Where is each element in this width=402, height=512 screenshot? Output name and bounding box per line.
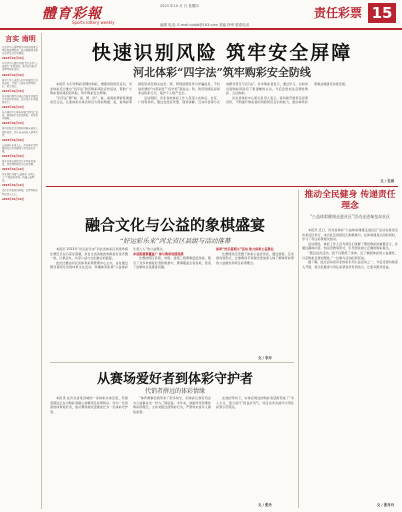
newspaper-logo: 體育彩報 [42, 6, 102, 22]
article-paragraph: 本报讯 在河北省某县城的一家体彩实体店里，代销者薛远正在为购彩者耐心讲解责任彩票知识。作为一名资深的体育爱好者，他从赛场观众逐渐成长为一名体彩守护者。 [50, 396, 128, 414]
article-divider [50, 362, 294, 363]
sidebar-news-text: 与彩票中心组织开展“责任彩票·公益同行”系列活动，着力提升购彩者理性购彩意识。 [2, 62, 38, 72]
news-sidebar [0, 33, 42, 509]
sidebar-news-date: 2023年10月19日 [2, 138, 25, 142]
issue-date: 2023 年10 月 日 星期四 [160, 4, 199, 8]
sidebar-news-text: 公益体彩乐善人人，河北体彩持续推进责任彩票建设工作常态化开展。 [2, 143, 38, 153]
article-paragraph: 本报讯 2023年“好运彩乐来”河北省体彩区县级象棋比赛近日在石家庄落幕，来自全省各地的象棋爱好者齐聚一堂，以棋会友，共享公益与文化融合的盛宴。 [50, 247, 128, 261]
sidebar-news-item [2, 173, 39, 187]
promo-article-body [302, 228, 398, 500]
article-paragraph: “体育赛事给我带来了很多快乐，而体彩让我有机会为公益事业出一份力。”薛远说。多年来，他始终坚持理性购彩的理念，主动劝阻过度购彩行为，严禁向未成年人销售彩票。 [133, 396, 211, 414]
sidebar-news-text: 体彩志愿者走进校园开展未成年人保护宣传，禁止向未成年人销售彩票。 [2, 127, 38, 137]
sidebar-news-date: 2023年10月19日 [2, 57, 25, 61]
fusion-headline: 融合文化与公益的象棋盛宴 [84, 216, 265, 234]
sidebar-news-item [2, 95, 39, 109]
sidebar-news-text: 体彩工作人员深入社区开展责任彩票宣传，引导广大购彩者理性购彩、量力而行。 [2, 78, 38, 88]
fans-article-body [50, 396, 294, 502]
article-subhead: 体彩“快乐星期天”活动 助力体彩公益事业 [216, 247, 274, 251]
logo-subtitle: Sports lottery weekly [72, 20, 115, 25]
section-name: 责任彩票 [313, 6, 362, 20]
sidebar-news-item [2, 160, 39, 171]
sidebar-news-date: 2023年10月19日 [2, 89, 25, 93]
fans-byline: 文 / 张丹 [258, 503, 272, 507]
lead-article-body [50, 82, 396, 177]
sidebar-news-text: 责任彩票宣传进基层，让理性购彩理念深入人心。 [2, 189, 38, 196]
fusion-byline: 文 / 李丹 [258, 356, 272, 360]
sidebar-news-date: 2023年10月19日 [2, 154, 25, 158]
sidebar-news-text: 各市体彩中心同步开展“四字法”宣传，帮助购彩者识别风险、筑牢安全屏障。 [2, 111, 38, 121]
sidebar-title: 言实 南明 [5, 34, 36, 43]
article-paragraph: 河北省体彩中心相关负责人表示，将持续开展责任彩票宣传，不断提升购彩者的风险防范意识和能力，推动体育彩票事业健康可持续发展。 [226, 82, 349, 105]
lead-subheadline: 河北体彩“四字法”筑牢购彩安全防线 [133, 66, 311, 79]
sidebar-news-item [2, 62, 39, 76]
lead-headline: 快速识别风险 筑牢安全屏障 [91, 42, 353, 64]
article-paragraph: 据了解，此次活动是河北体彩系列公益活动之一，今后还将持续深入开展，将全民健身与责任彩票宣传有机结合，让更多群众受益。 [302, 260, 398, 269]
sidebar-news-item [2, 46, 39, 60]
article-paragraph: 活动现场，体彩工作人员为居民们讲解了理性购彩的重要意义，并通过趣味问答、知识竞赛等形式，引导居民树立正确的购彩观念。 [302, 241, 398, 251]
masthead-bar [0, 0, 402, 30]
sidebar-news-date: 2023年10月19日 [2, 168, 25, 172]
sidebar-news-date: 2023年10月19日 [2, 73, 25, 77]
sidebar-news-item [2, 79, 39, 93]
sidebar-news-date: 2023年10月19日 [2, 184, 25, 188]
article-paragraph: 活动期间，河北各地体彩工作人员深入实体店、社区、广场等场所，通过发放宣传册、现场讲解、互动问答等方式向群众普及“四字法”。许多购彩者表示，通过学习，对如何识别购彩风险有了更清晰的认识，今后会更加注意理性购彩、合法购彩。 [138, 82, 308, 105]
column-divider [298, 190, 299, 508]
article-paragraph: 此次比赛由河北省体育彩票管理中心主办，旨在通过群众喜闻乐见的体育文化活动，传播体育彩票“公益体彩 乐善人人”的公益理念。 [50, 247, 166, 270]
article-subhead: 多层级赛事覆盖广 参与购彩热情高涨 [133, 251, 184, 256]
article-paragraph: 比赛按照区县级、市级、省级三级赛制层层选拔，吸引了众多象棋爱好者积极参与，赛事覆盖全省各地，营造了浓厚的全民健身氛围。 [133, 256, 211, 270]
sidebar-news-text: 河北体彩开展“公益体彩 乐善人人”主题宣传活动，传播公益理念。 [2, 173, 36, 183]
sidebar-news-text: 从彩票中心管理层学习先进的发行理念和管理经验，致力构建河北体育彩票责任彩票建设。 [2, 46, 38, 56]
section-divider [46, 186, 398, 187]
sidebar-news-item [2, 111, 39, 125]
article-paragraph: “四字法”即“看、查、辨、防”。看，看清彩票销售渠道是否合法，认准体彩实体店和官方授权渠道；查，查询彩票销售资质及相关信息；辨，辨别虚假宣传与诈骗信息，不轻信所谓的“内部消息”“包中奖”等说法；防，防范网络私彩和非法售彩行为，保护个人财产安全。 [50, 82, 220, 105]
sidebar-news-item [2, 189, 39, 200]
sidebar-list [2, 46, 39, 201]
lead-byline: 文 / 孔雨 [380, 179, 394, 183]
sidebar-news-text: 河北体彩组织实体店代销者开展责任彩票知识培训，提升责任彩票服务水平。 [2, 94, 38, 105]
fusion-article-body [50, 247, 294, 347]
sidebar-news-date: 2023年10月19日 [2, 106, 25, 110]
sidebar-news-item [2, 127, 39, 141]
article-paragraph: “通过这次活动，我不仅锻炼了身体，还了解到体彩的公益属性，以后购彩会更加理性。”一位参与活动的居民说。 [302, 250, 398, 260]
fans-subheadline: 代销者薛远的体彩情缘 [144, 388, 205, 395]
article-paragraph: 本报讯 为引导购彩者理性购彩，增强风险防范意识，河北体彩近日推出“四字法”防范购彩风险宣传活动，帮助广大购彩者快速识别风险，筑牢购彩安全屏障。 [50, 82, 132, 96]
editor-contact: 编辑 电话: E-mail:cpbjb@163.com 美编 终审 联系电话 [160, 23, 250, 27]
article-paragraph: 比赛现场还设置了体彩公益宣传区，通过展板、互动游戏等形式，让参赛选手和观众更加深入地了解体育彩票的公益属性和责任彩票理念。 [216, 251, 294, 265]
article-paragraph: 在他的带动下，实体店周边的购彩者逐渐形成了“多人少买、量力而行”的良好风气，该店也多次被评为责任彩票示范网点。 [216, 396, 294, 410]
promo-subheadline: “公益体彩健康走进社区”活动走进秦皇岛社区 [309, 214, 391, 219]
sidebar-news-date: 2023年10月19日 [2, 197, 25, 201]
promo-headline: 推动全民健身 传递责任理念 [304, 190, 396, 211]
article-paragraph: 本报讯 近日，河北省体彩“公益体彩健康走进社区”活动在秦皇岛市某社区举行，来自社区的居民们积极参与，在体验健身运动的同时，学习了责任彩票相关知识。 [302, 228, 398, 242]
fusion-subheadline: “好运彩乐来”河北省区县级与活动落幕 [119, 237, 231, 245]
sidebar-news-text: 体彩实体店张贴责任彩票宣传海报，营造理性购彩的良好氛围。 [2, 159, 36, 167]
sidebar-news-date: 2023年10月19日 [2, 122, 25, 126]
promo-byline: 文 / 张丹丹 [376, 503, 394, 507]
fans-headline: 从赛场爱好者到体彩守护者 [96, 372, 253, 387]
sidebar-news-item [2, 144, 39, 158]
page-number: 15 [368, 3, 396, 23]
